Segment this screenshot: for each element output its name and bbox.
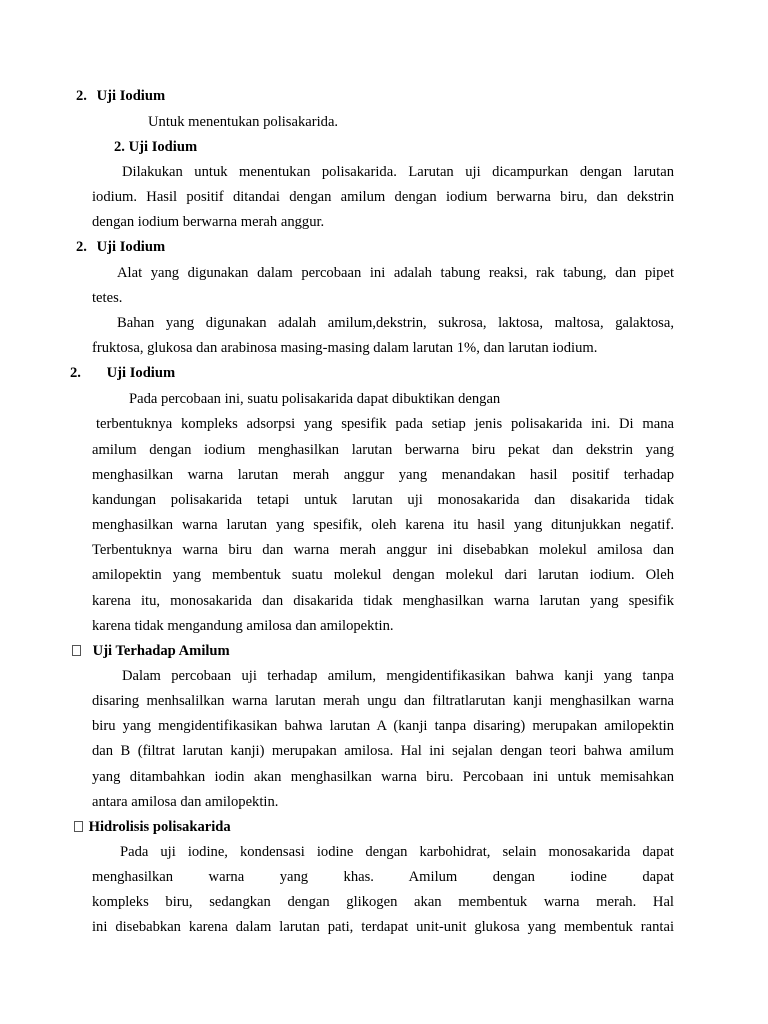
section-1-heading	[76, 87, 165, 105]
section-5-title: Uji Terhadap Amilum	[92, 643, 230, 659]
section-4-line: amilopektin yang membentuk suatu molekul dengan molekul dari larutan iodium. Oleh	[92, 567, 674, 583]
section-2-title: 2. Uji Iodium	[114, 139, 198, 155]
section-4-line: Terbentuknya warna biru dan warna merah anggur ini disebabkan molekul amilosa dan	[92, 542, 674, 558]
section-6-line: Pada uji iodine, kondensasi iodine dengan karbohidrat, selain monosakarida dapat	[120, 844, 674, 860]
section-3-line: tetes.	[92, 290, 123, 306]
section-2-line: Dilakukan untuk menentukan polisakarida. Larutan uji dicampurkan dengan larutan	[122, 164, 674, 180]
section-4-title: Uji Iodium	[106, 365, 176, 381]
section-4-line: karena itu, monosakarida dan disakarida tidak menghasilkan warna larutan yang spesifik	[92, 593, 674, 609]
section-4-line: kandungan polisakarida tetapi untuk larutan uji monosakarida dan disakarida tidak	[92, 492, 674, 508]
section-4-line: Pada percobaan ini, suatu polisakarida dapat dibuktikan dengan	[129, 391, 501, 407]
section-5-line: antara amilosa dan amilopektin.	[92, 794, 279, 810]
section-5-line: biru yang mengidentifikasikan bahwa larutan A (kanji tanpa disaring) merupakan amilopektin	[92, 718, 674, 734]
section-6-line: kompleks biru, sedangkan dengan glikogen akan membentuk warna merah. Hal	[92, 894, 674, 910]
section-5-line: yang ditambahkan iodin akan menghasilkan warna biru. Percobaan ini untuk memisahkan	[92, 769, 674, 785]
section-3-line: fruktosa, glukosa dan arabinosa masing-masing dalam larutan 1%, dan larutan iodium.	[92, 340, 598, 356]
section-6-line: menghasilkan warna yang khas. Amilum dengan iodine dapat	[92, 869, 674, 885]
section-2-line: dengan iodium berwarna merah anggur.	[92, 214, 325, 230]
section-6-heading	[74, 818, 231, 836]
section-4-number: 2.	[70, 365, 81, 381]
section-3-line: Bahan yang digunakan adalah amilum,dekstrin, sukrosa, laktosa, maltosa, galaktosa,	[117, 315, 674, 331]
section-6-line: ini disebabkan karena dalam larutan pati, terdapat unit-unit glukosa yang membentuk rantai	[92, 919, 674, 935]
section-4-line: amilum dengan iodium menghasilkan larutan berwarna biru pekat dan dekstrin yang	[92, 442, 674, 458]
section-4-line: menghasilkan warna larutan merah anggur yang menandakan hasil positif terhadap	[92, 467, 674, 483]
section-3-number: 2.	[76, 239, 87, 255]
bullet-box-icon	[74, 821, 83, 832]
section-5-line: dan B (filtrat larutan kanji) merupakan amilosa. Hal ini sejalan dengan teori bahwa amilum	[92, 743, 674, 759]
section-1-line: Untuk menentukan polisakarida.	[148, 114, 339, 130]
section-5-line: disaring menhsalilkan warna larutan merah ungu dan filtratlarutan kanji menghasilkan warna	[92, 693, 674, 709]
section-6-title: Hidrolisis polisakarida	[88, 819, 231, 835]
section-4-heading	[70, 364, 175, 382]
bullet-box-icon	[72, 645, 81, 656]
section-2-line: iodium. Hasil positif ditandai dengan amilum dengan iodium berwarna biru, dan dekstrin	[92, 189, 674, 205]
section-1-title: Uji Iodium	[96, 88, 166, 104]
section-4-line: karena tidak mengandung amilosa dan amilopektin.	[92, 618, 394, 634]
section-3-heading	[76, 238, 165, 256]
section-4-line: menghasilkan warna larutan yang spesifik, oleh karena itu hasil yang ditunjukkan negatif.	[92, 517, 674, 533]
section-5-heading	[72, 642, 230, 660]
section-5-line: Dalam percobaan uji terhadap amilum, mengidentifikasikan bahwa kanji yang tanpa	[122, 668, 674, 684]
section-4-line: terbentuknya kompleks adsorpsi yang spesifik pada setiap jenis polisakarida ini. Di mana	[96, 416, 674, 432]
section-1-number: 2.	[76, 88, 87, 104]
section-3-title: Uji Iodium	[96, 239, 166, 255]
section-3-line: Alat yang digunakan dalam percobaan ini adalah tabung reaksi, rak tabung, dan pipet	[117, 265, 674, 281]
